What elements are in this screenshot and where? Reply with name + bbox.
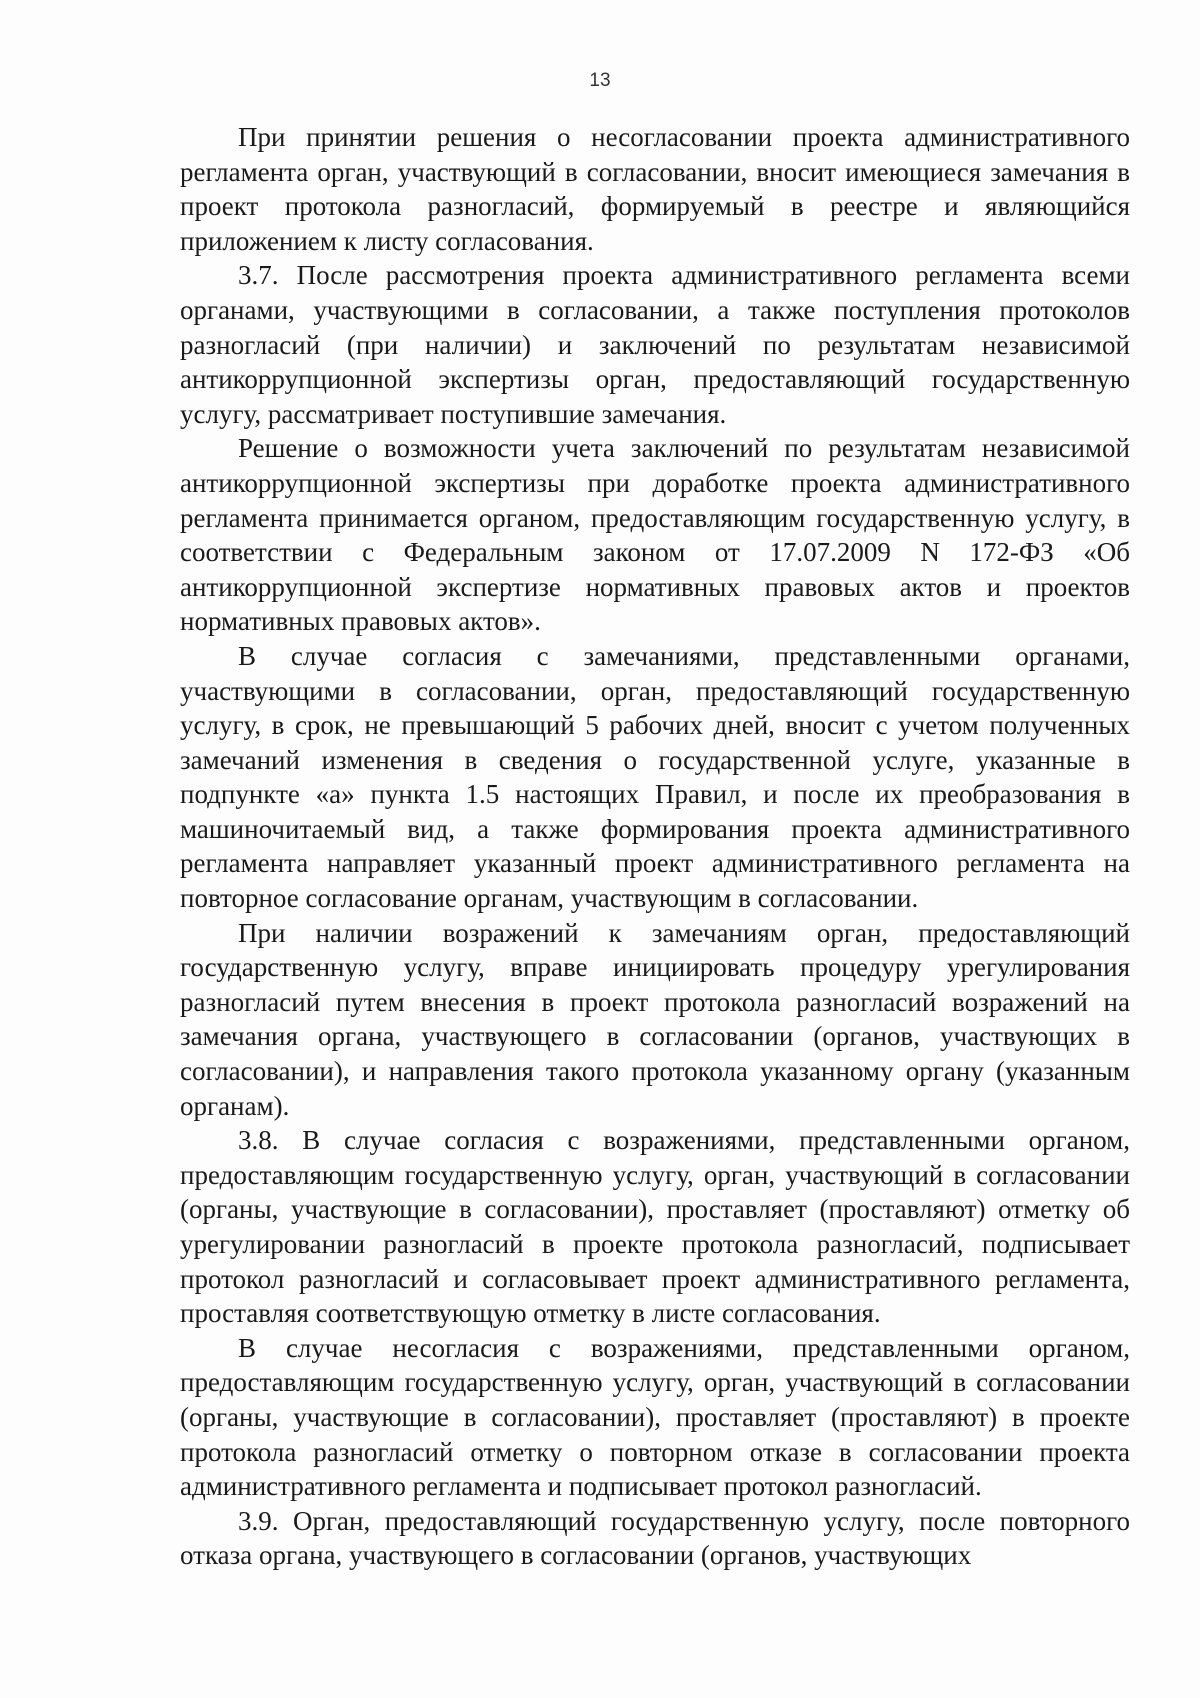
paragraph: В случае согласия с замечаниями, представленными органами, участвующими в согласовании, орган, предоставляющий государственную услугу, в срок, не превышающий 5 рабочих дней, вносит с учетом полученных замечаний изменения в сведения о государственной услуге, указанные в подпункте «а» пункта 1.5 настоящих Правил, и после их преобразования в машиночитаемый вид, а также формирования проекта административного регламента направляет указанный проект административного регламента на повторное согласование органам, участвующим в согласовании.	[180, 640, 1130, 914]
paragraph: В случае несогласия с возражениями, представленными органом, предоставляющим государственную услугу, орган, участвующий в согласовании (органы, участвующие в согласовании), проставляет (проставляют) в проекте протокола разногласий отметку о повторном отказе в согласовании проекта административного регламента и подписывает протокол разногласий.	[180, 1332, 1130, 1502]
paragraph: 3.8. В случае согласия с возражениями, представленными органом, предоставляющим государственную услугу, орган, участвующий в согласовании (органы, участвующие в согласовании), проставляет (проставляют) отметку об урегулировании разногласий в проекте протокола разногласий, подписывает протокол разногласий и согласовывает проект административного регламента, проставляя соответствующую отметку в листе согласования.	[180, 1125, 1130, 1329]
document-body	[180, 120, 1130, 1573]
paragraph: 3.9. Орган, предоставляющий государственную услугу, после повторного отказа органа, участвующего в согласовании (органов, участвующих	[180, 1505, 1130, 1571]
paragraph: 3.7. После рассмотрения проекта административного регламента всеми органами, участвующими в согласовании, а также поступления протоколов разногласий (при наличии) и заключений по результатам независимой антикоррупционной экспертизы орган, предоставляющий государственную услугу, рассматривает поступившие замечания.	[180, 260, 1130, 429]
page-number: 13	[589, 70, 611, 91]
paragraph: Решение о возможности учета заключений по результатам независимой антикоррупционной экспертизы при доработке проекта административного регламента принимается органом, предоставляющим государственную услугу, в соответствии с Федеральным законом от 17.07.2009 N 172-ФЗ «Об антикоррупционной экспертизе нормативных правовых актов и проектов нормативных правовых актов».	[180, 433, 1130, 637]
paragraph: При наличии возражений к замечаниям орган, предоставляющий государственную услугу, вправе инициировать процедуру урегулирования разногласий путем внесения в проект протокола разногласий возражений на замечания органа, участвующего в согласовании (органов, участвующих в согласовании), и направления такого протокола указанному органу (указанным органам).	[180, 917, 1130, 1121]
paragraph: При принятии решения о несогласовании проекта административного регламента орган, участвующий в согласовании, вносит имеющиеся замечания в проект протокола разногласий, формируемый в реестре и являющийся приложением к листу согласования.	[180, 122, 1130, 256]
